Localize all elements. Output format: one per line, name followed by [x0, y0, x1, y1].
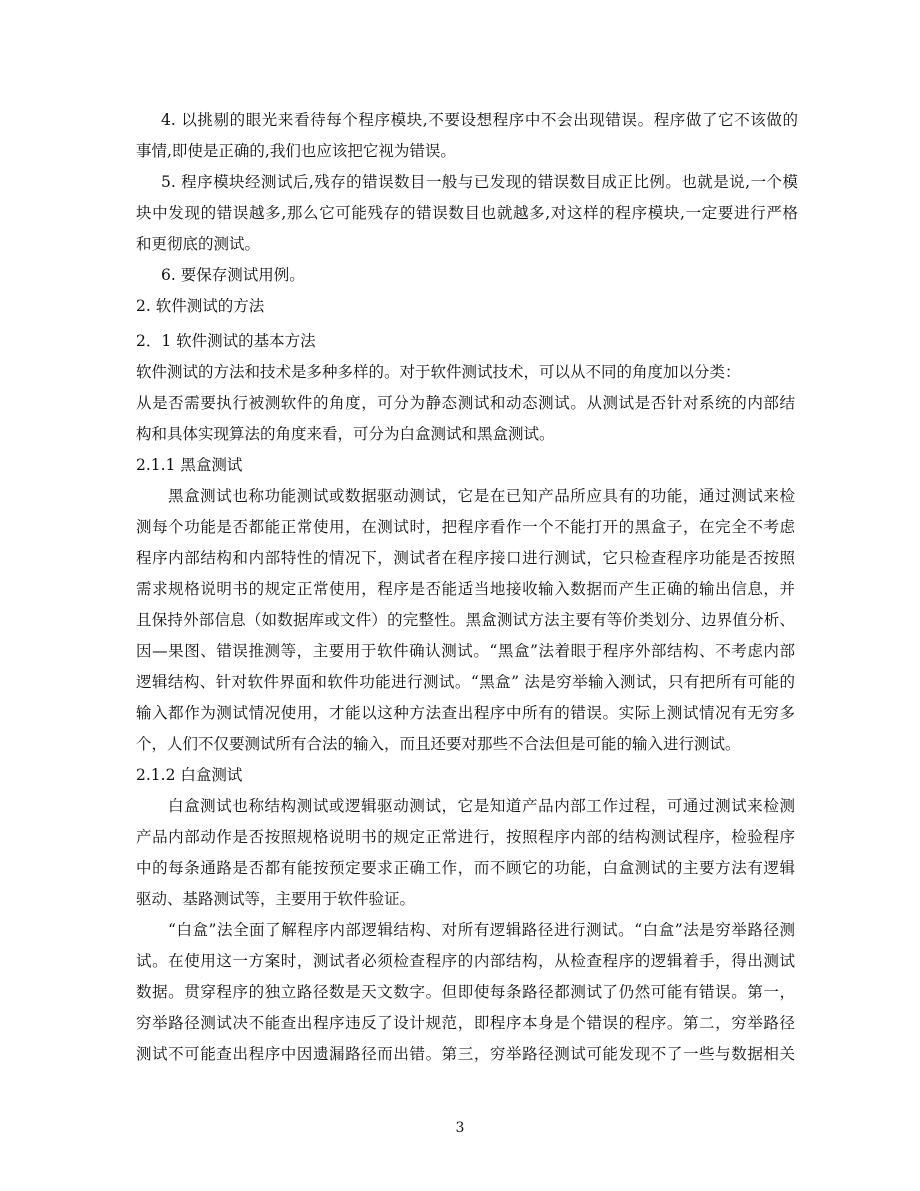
paragraph-line: 和更彻底的测试。	[136, 235, 261, 253]
paragraph-line: 事情,即使是正确的,我们也应该把它视为错误。	[136, 142, 456, 160]
paragraph-line: 穷举路径测试决不能查出程序违反了设计规范，即程序本身是个错误的程序。第二，穷举路径	[136, 1014, 795, 1032]
paragraph-line: “白盒”法全面了解程序内部逻辑结构、对所有逻辑路径进行测试。“白盒”法是穷举路径测	[168, 921, 795, 939]
paragraph-line: 产品内部动作是否按照规格说明书的规定正常进行，按照程序内部的结构测试程序，检验程序	[136, 828, 795, 846]
paragraph-line: 白盒测试也称结构测试或逻辑驱动测试，它是知道产品内部工作过程，可通过测试来检测	[168, 797, 795, 815]
paragraph-line: 因—果图、错误推测等，主要用于软件确认测试。“黑盒”法着眼于程序外部结构、不考虑内部	[136, 642, 795, 660]
paragraph-line: 从是否需要执行被测软件的角度，可分为静态测试和动态测试。从测试是否针对系统的内部结	[136, 394, 795, 412]
paragraph-line: 6. 要保存测试用例。	[161, 266, 305, 284]
paragraph-line: 个，人们不仅要测试所有合法的输入，而且还要对那些不合法但是可能的输入进行测试。	[136, 735, 741, 753]
paragraph-line: 测试不可能查出程序中因遗漏路径而出错。第三，穷举路径测试可能发现不了一些与数据相关	[136, 1045, 795, 1063]
paragraph-line: 驱动、基路测试等，主要用于软件验证。	[136, 890, 416, 908]
paragraph-line: 需求规格说明书的规定正常使用，程序是否能适当地接收输入数据而产生正确的输出信息，并	[136, 580, 795, 598]
paragraph-line: 数据。贯穿程序的独立路径数是天文数字。但即使每条路径都测试了仍然可能有错误。第一，	[136, 983, 795, 1001]
paragraph-line: 程序内部结构和内部特性的情况下，测试者在程序接口进行测试，它只检查程序功能是否按照	[136, 549, 795, 567]
paragraph-line: 块中发现的错误越多,那么它可能残存的错误数目也就越多,对这样的程序模块,一定要进行严格	[136, 204, 798, 222]
paragraph-line: 黑盒测试也称功能测试或数据驱动测试，它是在已知产品所应具有的功能，通过测试来检	[168, 487, 795, 505]
paragraph-line: 测每个功能是否都能正常使用，在测试时，把程序看作一个不能打开的黑盒子，在完全不考虑	[136, 518, 795, 536]
paragraph-line: 4. 以挑剔的眼光来看待每个程序模块,不要设想程序中不会出现错误。程序做了它不该做的	[161, 111, 798, 129]
section-heading: 2. 软件测试的方法	[136, 297, 265, 315]
page-number: 3	[455, 1120, 465, 1136]
paragraph-line: 试。在使用这一方案时，测试者必须检查程序的内部结构，从检查程序的逻辑着手，得出测试	[136, 952, 795, 970]
subsection-heading: 2．1 软件测试的基本方法	[136, 332, 316, 350]
paragraph-line: 输入都作为测试情况使用，才能以这种方法查出程序中所有的错误。实际上测试情况有无穷多	[136, 704, 795, 722]
paragraph-line: 中的每条通路是否都有能按预定要求正确工作，而不顾它的功能，白盒测试的主要方法有逻辑	[136, 859, 795, 877]
subsubsection-heading: 2.1.2 白盒测试	[136, 766, 243, 784]
paragraph-line: 软件测试的方法和技术是多种多样的。对于软件测试技术，可以从不同的角度加以分类：	[136, 363, 741, 381]
paragraph-line: 且保持外部信息（如数据库或文件）的完整性。黑盒测试方法主要有等价类划分、边界值分析、	[136, 611, 795, 629]
paragraph-line: 5. 程序模块经测试后,残存的错误数目一般与已发现的错误数目成正比例。也就是说,一个模	[161, 173, 798, 191]
paragraph-line: 构和具体实现算法的角度来看，可分为白盒测试和黑盒测试。	[136, 425, 555, 443]
subsubsection-heading: 2.1.1 黑盒测试	[136, 456, 243, 474]
paragraph-line: 逻辑结构、针对软件界面和软件功能进行测试。“黑盒” 法是穷举输入测试，只有把所有可能的	[136, 673, 795, 691]
